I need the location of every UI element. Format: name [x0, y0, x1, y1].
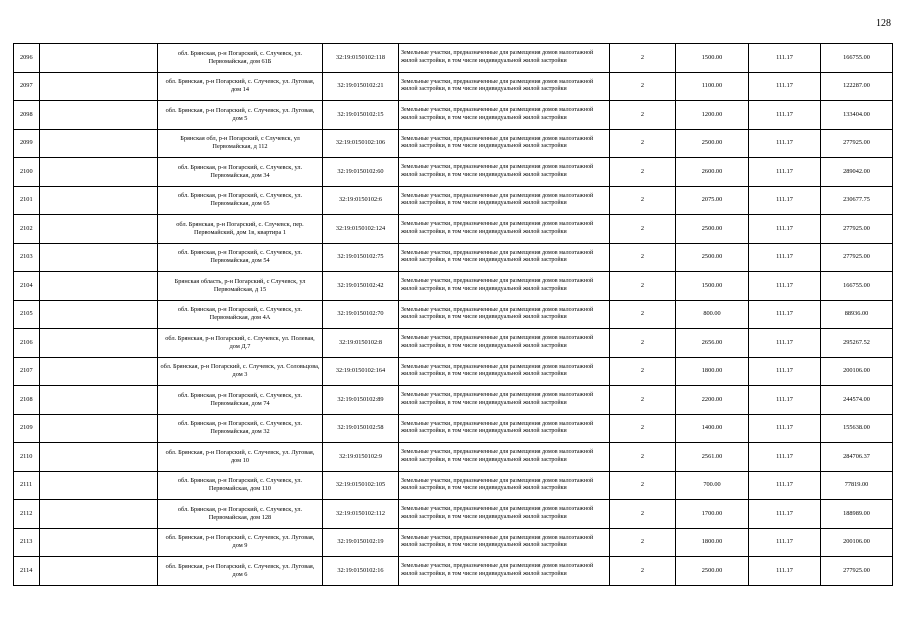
row-number-cell: 2109: [14, 414, 40, 443]
land-use-cell: Земельные участки, предназначенные для размещения домов малоэтажной жилой застройки, в том числе индивидуальной жилой застройки: [399, 243, 610, 272]
land-use-cell: Земельные участки, предназначенные для размещения домов малоэтажной жилой застройки, в том числе индивидуальной жилой застройки: [399, 101, 610, 130]
empty-cell: [40, 414, 158, 443]
row-number-cell: 2104: [14, 272, 40, 301]
cadastral-number-cell: 32:19:0150102:70: [323, 300, 399, 329]
table-row: [14, 386, 893, 415]
address-cell: обл. Брянская, р-н Погарский, с. Случевск, ул. Первомайская, дом 34: [158, 158, 323, 187]
cadastral-number-cell: 32:19:0150102:89: [323, 386, 399, 415]
category-cell: 2: [610, 500, 676, 529]
cadastral-value-cell: 188989.00: [821, 500, 893, 529]
empty-cell: [40, 272, 158, 301]
table-row: [14, 443, 893, 472]
empty-cell: [40, 72, 158, 101]
rate-cell: 111.17: [749, 243, 821, 272]
land-use-cell: Земельные участки, предназначенные для размещения домов малоэтажной жилой застройки, в том числе индивидуальной жилой застройки: [399, 557, 610, 586]
page-number: 128: [876, 18, 891, 29]
category-cell: 2: [610, 329, 676, 358]
category-cell: 2: [610, 443, 676, 472]
row-number-cell: 2099: [14, 129, 40, 158]
row-number-cell: 2100: [14, 158, 40, 187]
category-cell: 2: [610, 300, 676, 329]
cadastral-value-cell: 277925.00: [821, 129, 893, 158]
area-cell: 2561.00: [676, 443, 749, 472]
land-use-cell: Земельные участки, предназначенные для размещения домов малоэтажной жилой застройки, в том числе индивидуальной жилой застройки: [399, 471, 610, 500]
land-use-cell: Земельные участки, предназначенные для размещения домов малоэтажной жилой застройки, в том числе индивидуальной жилой застройки: [399, 72, 610, 101]
row-number-cell: 2107: [14, 357, 40, 386]
address-cell: обл. Брянская, р-н Погарский, с. Случевск, ул. Первомайская, дом 110: [158, 471, 323, 500]
rate-cell: 111.17: [749, 72, 821, 101]
address-cell: обл. Брянская, р-н Погарский, с. Случевск, ул. Луговая, дом 6: [158, 557, 323, 586]
empty-cell: [40, 243, 158, 272]
address-cell: обл. Брянская, р-н Погарский, с. Случевск, пер. Первомайский, дом 1в, квартира 1: [158, 215, 323, 244]
land-use-cell: Земельные участки, предназначенные для размещения домов малоэтажной жилой застройки, в том числе индивидуальной жилой застройки: [399, 528, 610, 557]
empty-cell: [40, 215, 158, 244]
rate-cell: 111.17: [749, 386, 821, 415]
cadastral-number-cell: 32:19:0150102:8: [323, 329, 399, 358]
table-row: [14, 414, 893, 443]
rate-cell: 111.17: [749, 414, 821, 443]
address-cell: обл. Брянская, р-н Погарский, с. Случевск, ул. Первомайская, дом 65: [158, 186, 323, 215]
category-cell: 2: [610, 101, 676, 130]
area-cell: 1700.00: [676, 500, 749, 529]
address-cell: обл. Брянская, р-н Погарский, с. Случевск, ул. Луговая, дом 14: [158, 72, 323, 101]
land-plots-table: [13, 43, 893, 586]
category-cell: 2: [610, 528, 676, 557]
land-use-cell: Земельные участки, предназначенные для размещения домов малоэтажной жилой застройки, в том числе индивидуальной жилой застройки: [399, 414, 610, 443]
row-number-cell: 2111: [14, 471, 40, 500]
category-cell: 2: [610, 44, 676, 73]
category-cell: 2: [610, 272, 676, 301]
address-cell: обл. Брянская, р-н Погарский, с. Случевск, ул. Соловьцова, дом 3: [158, 357, 323, 386]
empty-cell: [40, 300, 158, 329]
row-number-cell: 2110: [14, 443, 40, 472]
land-use-cell: Земельные участки, предназначенные для размещения домов малоэтажной жилой застройки, в том числе индивидуальной жилой застройки: [399, 186, 610, 215]
area-cell: 2500.00: [676, 243, 749, 272]
cadastral-value-cell: 277925.00: [821, 215, 893, 244]
category-cell: 2: [610, 72, 676, 101]
category-cell: 2: [610, 158, 676, 187]
table-row: [14, 557, 893, 586]
table-row: [14, 215, 893, 244]
row-number-cell: 2113: [14, 528, 40, 557]
area-cell: 2600.00: [676, 158, 749, 187]
table-row: [14, 72, 893, 101]
cadastral-value-cell: 155638.00: [821, 414, 893, 443]
land-use-cell: Земельные участки, предназначенные для размещения домов малоэтажной жилой застройки, в том числе индивидуальной жилой застройки: [399, 357, 610, 386]
row-number-cell: 2097: [14, 72, 40, 101]
table-row: [14, 101, 893, 130]
area-cell: 1500.00: [676, 272, 749, 301]
rate-cell: 111.17: [749, 329, 821, 358]
cadastral-number-cell: 32:19:0150102:58: [323, 414, 399, 443]
land-use-cell: Земельные участки, предназначенные для размещения домов малоэтажной жилой застройки, в том числе индивидуальной жилой застройки: [399, 158, 610, 187]
row-number-cell: 2098: [14, 101, 40, 130]
address-cell: обл. Брянская, р-н Погарский, с. Случевск, ул. Первомайская, дом 54: [158, 243, 323, 272]
area-cell: 1800.00: [676, 357, 749, 386]
category-cell: 2: [610, 243, 676, 272]
cadastral-number-cell: 32:19:0150102:15: [323, 101, 399, 130]
area-cell: 2200.00: [676, 386, 749, 415]
row-number-cell: 2101: [14, 186, 40, 215]
empty-cell: [40, 101, 158, 130]
table-row: [14, 329, 893, 358]
empty-cell: [40, 186, 158, 215]
category-cell: 2: [610, 386, 676, 415]
address-cell: обл. Брянская, р-н Погарский, с. Случевск, ул. Первомайская, дом 32: [158, 414, 323, 443]
cadastral-number-cell: 32:19:0150102:118: [323, 44, 399, 73]
empty-cell: [40, 129, 158, 158]
cadastral-number-cell: 32:19:0150102:9: [323, 443, 399, 472]
area-cell: 1100.00: [676, 72, 749, 101]
empty-cell: [40, 500, 158, 529]
category-cell: 2: [610, 471, 676, 500]
cadastral-number-cell: 32:19:0150102:106: [323, 129, 399, 158]
category-cell: 2: [610, 129, 676, 158]
empty-cell: [40, 386, 158, 415]
area-cell: 1500.00: [676, 44, 749, 73]
area-cell: 700.00: [676, 471, 749, 500]
cadastral-number-cell: 32:19:0150102:75: [323, 243, 399, 272]
area-cell: 1400.00: [676, 414, 749, 443]
empty-cell: [40, 158, 158, 187]
category-cell: 2: [610, 186, 676, 215]
cadastral-value-cell: 88936.00: [821, 300, 893, 329]
rate-cell: 111.17: [749, 186, 821, 215]
row-number-cell: 2112: [14, 500, 40, 529]
land-use-cell: Земельные участки, предназначенные для размещения домов малоэтажной жилой застройки, в том числе индивидуальной жилой застройки: [399, 329, 610, 358]
cadastral-value-cell: 277925.00: [821, 557, 893, 586]
address-cell: обл. Брянская, р-н Погарский, с. Случевск, ул. Луговая, дом 5: [158, 101, 323, 130]
table-row: [14, 44, 893, 73]
address-cell: обл. Брянская, р-н Погарский, с. Случевск, ул. Первомайская, дом 61Б: [158, 44, 323, 73]
address-cell: обл. Брянская, р-н Погарский, с. Случевск, ул. Первомайская, дом 128: [158, 500, 323, 529]
row-number-cell: 2114: [14, 557, 40, 586]
land-use-cell: Земельные участки, предназначенные для размещения домов малоэтажной жилой застройки, в том числе индивидуальной жилой застройки: [399, 44, 610, 73]
table-row: [14, 300, 893, 329]
row-number-cell: 2105: [14, 300, 40, 329]
table-row: [14, 272, 893, 301]
address-cell: обл. Брянская, р-н Погарский, с. Случевск, ул. Первомайская, дом 4А: [158, 300, 323, 329]
cadastral-value-cell: 166755.00: [821, 272, 893, 301]
cadastral-value-cell: 200106.00: [821, 528, 893, 557]
rate-cell: 111.17: [749, 300, 821, 329]
rate-cell: 111.17: [749, 443, 821, 472]
rate-cell: 111.17: [749, 215, 821, 244]
category-cell: 2: [610, 414, 676, 443]
land-use-cell: Земельные участки, предназначенные для размещения домов малоэтажной жилой застройки, в том числе индивидуальной жилой застройки: [399, 386, 610, 415]
table-row: [14, 243, 893, 272]
address-cell: обл. Брянская, р-н Погарский, с. Случевск, ул. Луговая, дом 10: [158, 443, 323, 472]
rate-cell: 111.17: [749, 357, 821, 386]
empty-cell: [40, 443, 158, 472]
cadastral-value-cell: 244574.00: [821, 386, 893, 415]
empty-cell: [40, 557, 158, 586]
cadastral-number-cell: 32:19:0150102:105: [323, 471, 399, 500]
cadastral-number-cell: 32:19:0150102:6: [323, 186, 399, 215]
category-cell: 2: [610, 215, 676, 244]
category-cell: 2: [610, 357, 676, 386]
empty-cell: [40, 357, 158, 386]
row-number-cell: 2096: [14, 44, 40, 73]
cadastral-value-cell: 284706.37: [821, 443, 893, 472]
row-number-cell: 2103: [14, 243, 40, 272]
address-cell: обл. Брянская, р-н Погарский, с. Случевск, ул. Полевая, дом Д.7: [158, 329, 323, 358]
area-cell: 2500.00: [676, 215, 749, 244]
cadastral-value-cell: 77819.00: [821, 471, 893, 500]
cadastral-number-cell: 32:19:0150102:164: [323, 357, 399, 386]
empty-cell: [40, 528, 158, 557]
table-row: [14, 500, 893, 529]
area-cell: 1200.00: [676, 101, 749, 130]
empty-cell: [40, 471, 158, 500]
rate-cell: 111.17: [749, 528, 821, 557]
rate-cell: 111.17: [749, 129, 821, 158]
rate-cell: 111.17: [749, 272, 821, 301]
cadastral-number-cell: 32:19:0150102:42: [323, 272, 399, 301]
table-row: [14, 129, 893, 158]
area-cell: 2656.00: [676, 329, 749, 358]
rate-cell: 111.17: [749, 500, 821, 529]
table-row: [14, 158, 893, 187]
cadastral-number-cell: 32:19:0150102:60: [323, 158, 399, 187]
rate-cell: 111.17: [749, 44, 821, 73]
category-cell: 2: [610, 557, 676, 586]
cadastral-number-cell: 32:19:0150102:16: [323, 557, 399, 586]
table-row: [14, 357, 893, 386]
land-use-cell: Земельные участки, предназначенные для размещения домов малоэтажной жилой застройки, в том числе индивидуальной жилой застройки: [399, 300, 610, 329]
cadastral-value-cell: 230677.75: [821, 186, 893, 215]
rate-cell: 111.17: [749, 557, 821, 586]
land-use-cell: Земельные участки, предназначенные для размещения домов малоэтажной жилой застройки, в том числе индивидуальной жилой застройки: [399, 443, 610, 472]
area-cell: 1800.00: [676, 528, 749, 557]
cadastral-number-cell: 32:19:0150102:19: [323, 528, 399, 557]
cadastral-value-cell: 277925.00: [821, 243, 893, 272]
table-row: [14, 186, 893, 215]
land-use-cell: Земельные участки, предназначенные для размещения домов малоэтажной жилой застройки, в том числе индивидуальной жилой застройки: [399, 215, 610, 244]
cadastral-value-cell: 166755.00: [821, 44, 893, 73]
cadastral-value-cell: 200106.00: [821, 357, 893, 386]
land-use-cell: Земельные участки, предназначенные для размещения домов малоэтажной жилой застройки, в том числе индивидуальной жилой застройки: [399, 272, 610, 301]
empty-cell: [40, 44, 158, 73]
area-cell: 2500.00: [676, 129, 749, 158]
empty-cell: [40, 329, 158, 358]
rate-cell: 111.17: [749, 101, 821, 130]
address-cell: обл. Брянская, р-н Погарский, с. Случевск, ул. Луговая, дом 9: [158, 528, 323, 557]
cadastral-value-cell: 295267.52: [821, 329, 893, 358]
table-row: [14, 471, 893, 500]
row-number-cell: 2108: [14, 386, 40, 415]
cadastral-number-cell: 32:19:0150102:112: [323, 500, 399, 529]
land-use-cell: Земельные участки, предназначенные для размещения домов малоэтажной жилой застройки, в том числе индивидуальной жилой застройки: [399, 129, 610, 158]
rate-cell: 111.17: [749, 471, 821, 500]
cadastral-value-cell: 289042.00: [821, 158, 893, 187]
cadastral-value-cell: 133404.00: [821, 101, 893, 130]
table-body: [14, 44, 893, 586]
area-cell: 2500.00: [676, 557, 749, 586]
cadastral-value-cell: 122287.00: [821, 72, 893, 101]
address-cell: Брянская обл, р-н Погарский, с Случевск, ул Первомайская, д 112: [158, 129, 323, 158]
address-cell: Брянская область, р-н Погарский, с Случевск, ул Первомайская, д 15: [158, 272, 323, 301]
address-cell: обл. Брянская, р-н Погарский, с. Случевск, ул. Первомайская, дом 74: [158, 386, 323, 415]
area-cell: 800.00: [676, 300, 749, 329]
row-number-cell: 2106: [14, 329, 40, 358]
cadastral-number-cell: 32:19:0150102:124: [323, 215, 399, 244]
rate-cell: 111.17: [749, 158, 821, 187]
land-use-cell: Земельные участки, предназначенные для размещения домов малоэтажной жилой застройки, в том числе индивидуальной жилой застройки: [399, 500, 610, 529]
area-cell: 2075.00: [676, 186, 749, 215]
cadastral-number-cell: 32:19:0150102:21: [323, 72, 399, 101]
row-number-cell: 2102: [14, 215, 40, 244]
table-row: [14, 528, 893, 557]
